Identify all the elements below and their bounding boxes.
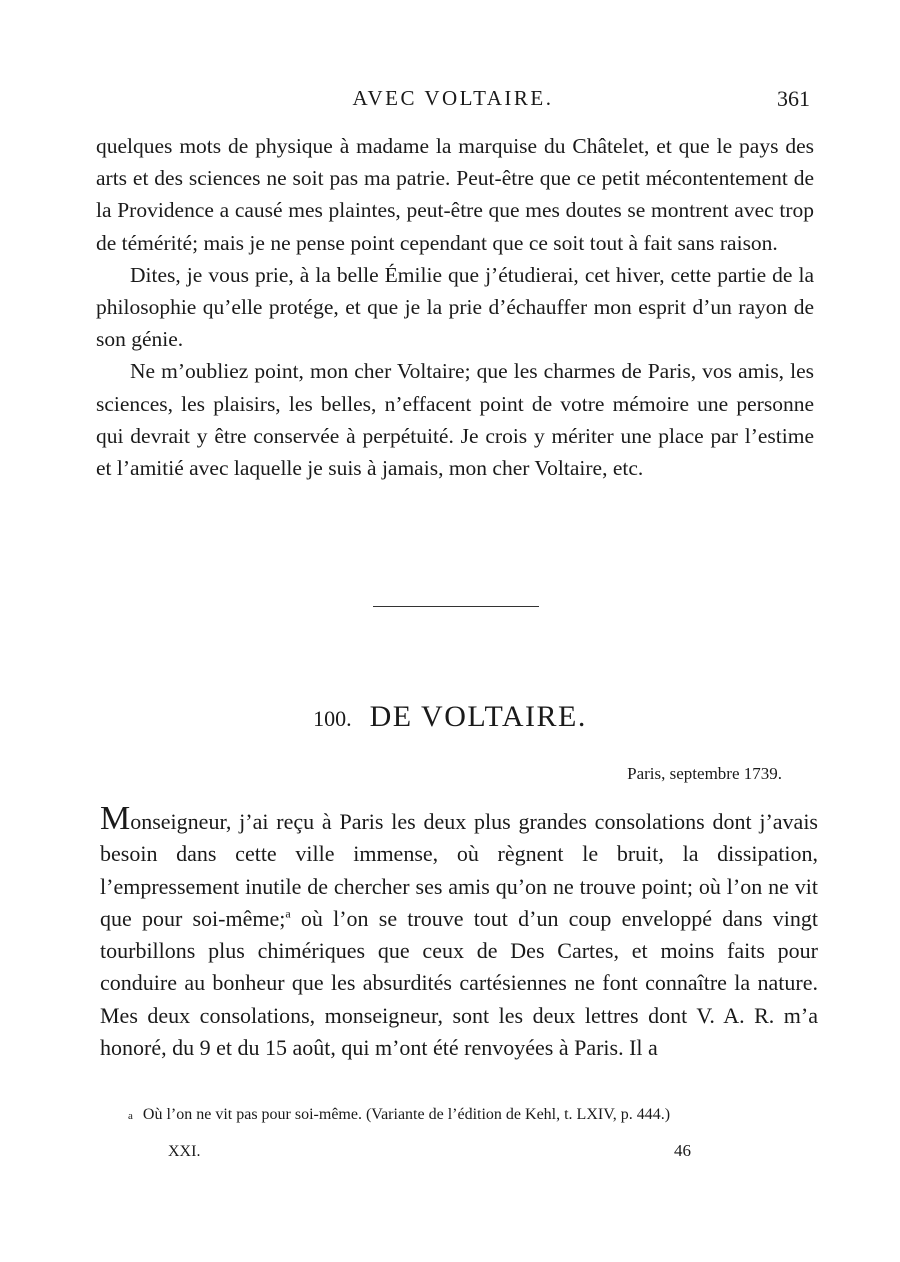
footnote-reference: a — [285, 906, 291, 921]
letter-body — [100, 800, 818, 1064]
initial-letter: M — [100, 800, 131, 837]
letter-text: onseigneur, j’ai reçu à Paris les deux plus grandes consolations dont j’avais besoin dans cette ville immense, où règnent le bruit, la dissipation, l’empressement inutile de chercher ses amis qu’on ne trouve point; où l’on ne vit que pour soi-même; — [100, 809, 818, 931]
sheet-number: 46 — [674, 1141, 691, 1160]
paragraph: quelques mots de physique à madame la marquise du Châtelet, et que le pays des arts et des sciences ne soit pas ma patrie. Peut-être que ce petit mécontentement de la Providence a causé mes plaintes, peut-être que mes doutes se montrent avec trop de témérité; mais je ne pense point cependant que ce soit tout à fait sans raison. — [96, 134, 814, 255]
letter-number: 100. — [313, 706, 352, 731]
letter-text-continued: où l’on se trouve tout d’un coup enveloppé dans vingt tourbillons plus chimériques que ceux de Des Cartes, et moins faits pour conduire au bonheur que les absurdités cartésiennes ne font connaître la nature. Mes deux consolations, monseigneur, sont les deux lettres dont V. A. R. m’a honoré, du 9 et du 15 août, qui m’ont été renvoyées à Paris. Il a — [100, 905, 818, 1061]
signature-mark: XXI. — [168, 1143, 201, 1160]
letter-title: DE VOLTAIRE. — [369, 700, 587, 733]
page-number: 361 — [777, 86, 810, 111]
section-divider — [373, 606, 539, 607]
paragraph: Ne m’oubliez point, mon cher Voltaire; que les charmes de Paris, vos amis, les sciences, les plaisirs, les belles, n’effacent point de votre mémoire une personne qui devrait y être conservée à perpétuité. Je crois y mériter une place par l’estime et l’amitié avec laquelle je suis à jamais, mon cher Voltaire, etc. — [96, 359, 814, 481]
footnote — [128, 1106, 828, 1124]
letter-heading — [0, 700, 900, 734]
paragraph: Dites, je vous prie, à la belle Émilie que j’étudierai, cet hiver, cette partie de la philosophie qu’elle protége, et que je la prie d’échauffer mon esprit d’un rayon de son génie. — [96, 262, 814, 352]
dateline: Paris, septembre 1739. — [627, 764, 782, 783]
footnote-mark: a — [128, 1110, 133, 1122]
running-head — [96, 86, 810, 116]
running-title: AVEC VOLTAIRE. — [352, 86, 554, 110]
footnote-text: Où l’on ne vit pas pour soi-même. (Variante de l’édition de Kehl, t. LXIV, p. 444.) — [142, 1106, 671, 1123]
previous-letter-text — [96, 130, 814, 484]
